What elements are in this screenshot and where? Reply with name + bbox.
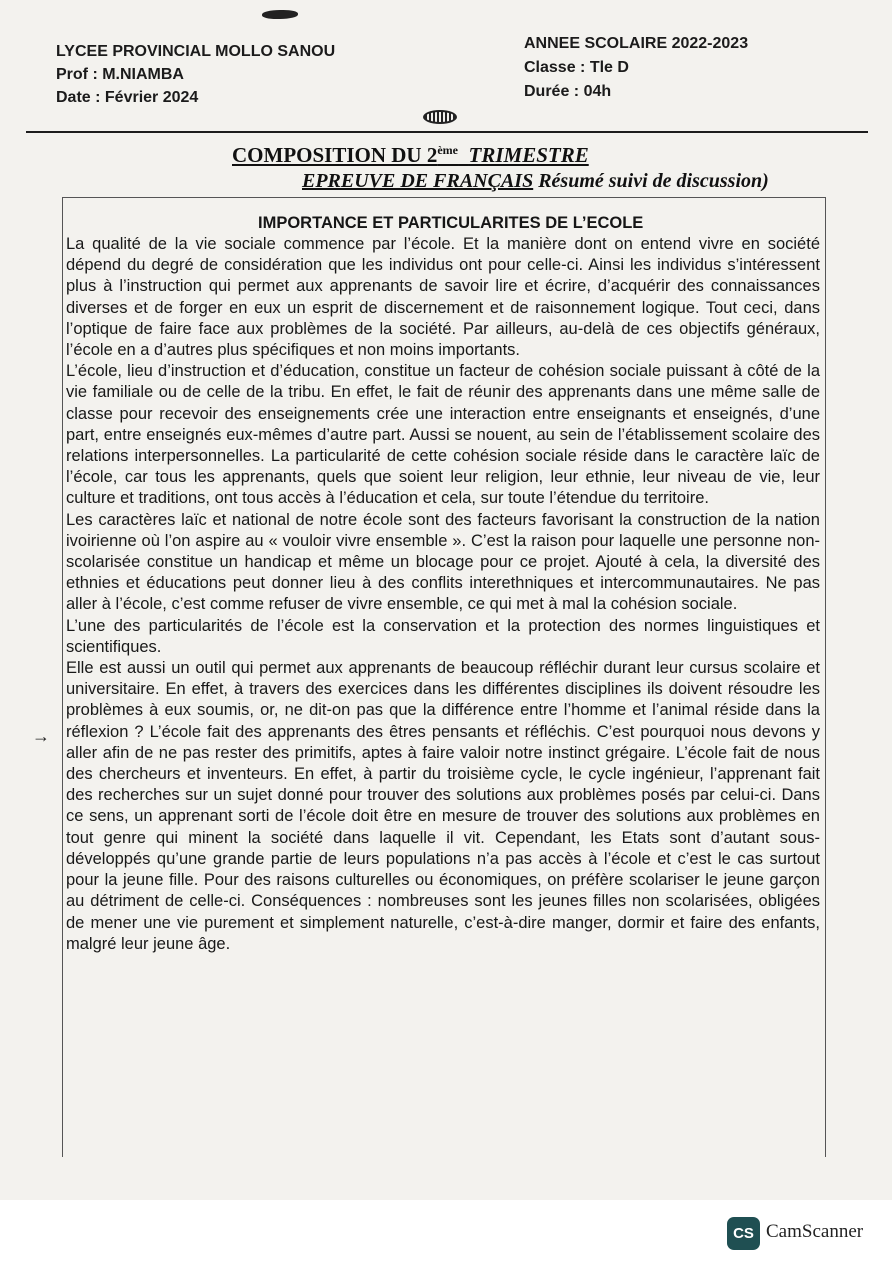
school-name: LYCEE PROVINCIAL MOLLO SANOU xyxy=(56,43,336,60)
text-body xyxy=(66,234,820,955)
paragraph: L’école, lieu d’instruction et d’éducation, constitue un facteur de cohésion sociale puissant à côté de la vie familiale ou de celle de la tribu. En effet, le fait de réunir des apprenants dans une même salle de classe pour recevoir des enseignements crée une interaction entre enseignants et enseignés, d’une part, entre enseignés eux-mêmes d’autre part. Aussi se nouent, au sein de l’établissement scolaire des relations interpersonnelles. La particularité de cette cohésion sociale réside dans le caractère laïc de l’école, car tous les apprenants, quels que soient leur religion, leur ethnie, leur niveau de vie, leur culture et traditions, ont tous accès à l’éducation et cela, sur toute l’étendue du territoire. xyxy=(66,362,820,508)
header-left xyxy=(56,40,335,109)
composition-title-sup: ème xyxy=(437,143,459,157)
exam-duration: Durée : 04h xyxy=(524,83,612,100)
exam-date: Date : Février 2024 xyxy=(56,89,199,106)
margin-arrow-icon: → xyxy=(32,726,50,746)
paragraph: L’une des particularités de l’école est la conservation et la protection des normes linguistiques et scientifiques. xyxy=(66,616,820,656)
composition-title-prefix: COMPOSITION DU 2 xyxy=(232,143,438,167)
exam-type: Résumé suivi de discussion) xyxy=(538,170,769,192)
composition-title-suffix: TRIMESTRE xyxy=(468,143,589,167)
school-year: ANNEE SCOLAIRE 2022-2023 xyxy=(524,35,749,52)
seal-stamp xyxy=(423,110,457,124)
paragraph: Elle est aussi un outil qui permet aux apprenants de beaucoup réfléchir durant leur cursus scolaire et universitaire. En effet, à travers des exercices dans les différentes disciplines ils doivent résoudre les problèmes à eux soumis, or, ne dit-on pas que la différence entre l’homme et l’animal réside dans la réflexion ? L’école fait des apprenants des êtres pensants et réfléchis. C’est pourquoi nous devons y aller afin de ne pas rester des primitifs, aptes à faire valoir notre instinct grégaire. L’école fait de nous des chercheurs et inventeurs. En effet, à partir du troisième cycle, le cycle ingénieur, l’apprenant fait des recherches sur un sujet donné pour trouver des solutions aux problèmes posés par celui-ci. Dans ce sens, un apprenant sorti de l’école doit être en mesure de trouver des solutions aux problèmes en tout genre qui minent la société dans laquelle il vit. Cependant, les Etats sont d’autant sous-développés qu’une grande partie de leurs populations n’a pas accès à l’école et c’est le cas surtout pour la jeune fille. Pour des raisons culturelles ou économiques, on préfère scolariser le jeune garçon au détriment de celle-ci. Conséquences : nombreuses sont les jeunes filles non scolarisées, obligées de mener une vie purement et simplement naturelle, c’est-à-dire manger, dormir et faire des enfants, malgré leur jeune âge. xyxy=(66,659,820,953)
text-title: IMPORTANCE ET PARTICULARITES DE L’ECOLE xyxy=(258,214,644,232)
camscanner-label: CamScanner xyxy=(766,1221,864,1242)
exam-subject xyxy=(302,170,769,193)
exam-subject-name: EPREUVE DE FRANÇAIS xyxy=(302,170,534,192)
paragraph: Les caractères laïc et national de notre école sont des facteurs favorisant la construction de la nation ivoirienne où l’on aspire au « vouloir vivre ensemble ». C’est la raison pour laquelle une personne non-scolarisée constitue un handicap et même un blocage pour ce projet. Ajouté à cela, la diversité des ethnies et éducations peut donner lieu à des conflits interethniques et intercommunautaires. Ne pas aller à l’école, c’est comme refuser de vivre ensemble, ce qui met à mal la cohésion sociale. xyxy=(66,510,820,614)
class-name: Classe : Tle D xyxy=(524,59,629,76)
header-divider xyxy=(26,131,868,133)
ink-blot xyxy=(262,10,298,19)
camscanner-logo: CS xyxy=(727,1217,760,1250)
composition-title xyxy=(232,143,589,168)
header-right xyxy=(524,32,748,104)
teacher-name: Prof : M.NIAMBA xyxy=(56,66,184,83)
paragraph: La qualité de la vie sociale commence par l’école. Et la manière dont on entend vivre en société dépend du degré de considération que les individus ont pour celle-ci. Ainsi les individus s’intéressent plus à l’instruction qui permet aux apprenants de savoir lire et écrire, d’acquérir des connaissances diverses et de forger en eux un esprit de discernement et de raisonnement logique. Tout ceci, dans l’optique de faire face aux problèmes de la société. Par ailleurs, au-delà de ces objectifs généraux, l’école en a d’autres plus spécifiques et non moins importants. xyxy=(66,235,820,360)
